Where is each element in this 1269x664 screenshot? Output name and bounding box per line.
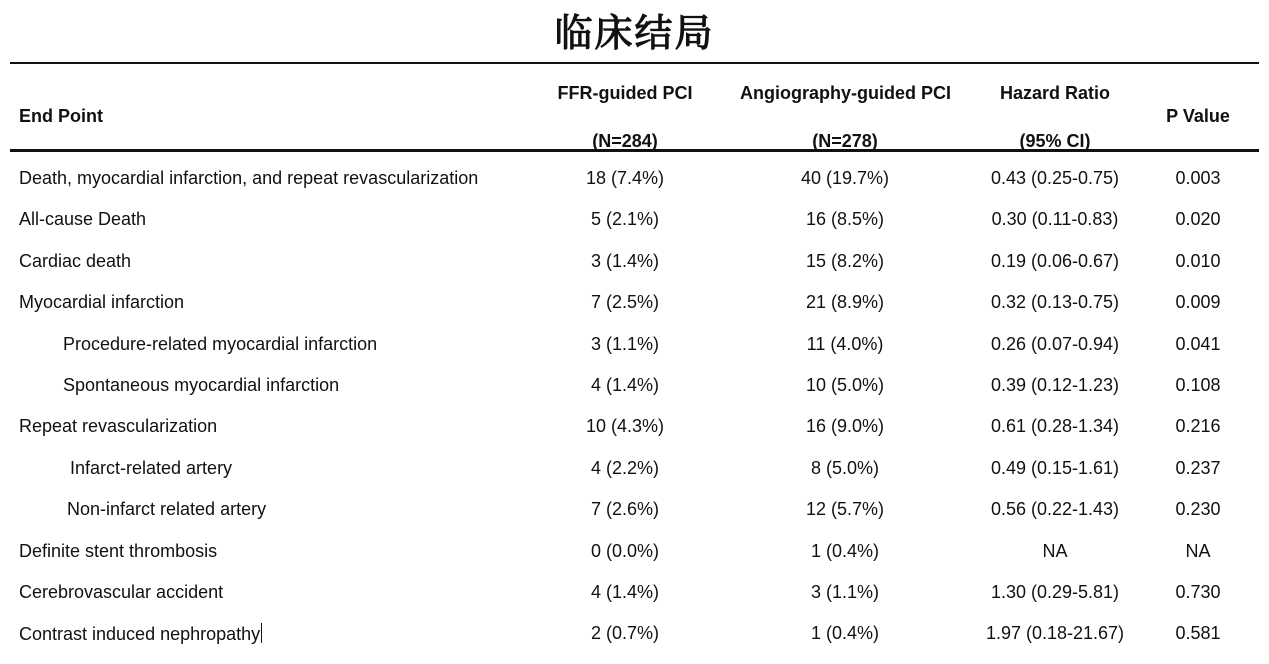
- row-angio: 8 (5.0%): [810, 457, 880, 478]
- row-label: Procedure-related myocardial infarction: [63, 333, 378, 354]
- row-label: Definite stent thrombosis: [19, 540, 218, 561]
- row-hr: 0.39 (0.12-1.23): [990, 374, 1120, 395]
- row-angio: 16 (8.5%): [805, 209, 885, 230]
- table-row: [0, 574, 1269, 615]
- table-row: [0, 160, 1269, 201]
- table-row: [0, 450, 1269, 491]
- header-ffr-line2: (N=284): [592, 131, 658, 151]
- row-label: Myocardial infarction: [19, 292, 185, 313]
- row-hr: 0.43 (0.25-0.75): [990, 168, 1120, 188]
- header-ffr-line1: FFR-guided PCI: [557, 83, 693, 103]
- row-p: 0.230: [1175, 499, 1221, 520]
- row-hr: NA: [1042, 540, 1068, 561]
- row-ffr: 7 (2.5%): [590, 292, 660, 313]
- row-angio: 16 (9.0%): [805, 416, 885, 437]
- row-hr: 0.32 (0.13-0.75): [990, 292, 1120, 313]
- row-hr: 0.61 (0.28-1.34): [990, 416, 1120, 437]
- row-label: Contrast induced nephropathy: [19, 624, 261, 645]
- header-angio-line1: Angiography-guided PCI: [740, 83, 951, 103]
- row-label: Non-infarct related artery: [67, 499, 267, 520]
- row-hr: 0.49 (0.15-1.61): [990, 457, 1120, 478]
- row-ffr: 3 (1.1%): [590, 333, 660, 354]
- row-p: 0.216: [1175, 416, 1221, 437]
- row-ffr: 7 (2.6%): [590, 499, 660, 520]
- row-label: Infarct-related artery: [70, 457, 233, 478]
- table-row: [0, 243, 1269, 284]
- row-ffr: 0 (0.0%): [590, 540, 660, 561]
- row-ffr: 4 (1.4%): [590, 581, 660, 602]
- row-angio: 40 (19.7%): [800, 168, 890, 188]
- row-p: 0.020: [1175, 209, 1221, 230]
- row-ffr: 18 (7.4%): [585, 168, 665, 188]
- row-p: 0.581: [1175, 623, 1221, 644]
- table-row: [0, 491, 1269, 532]
- row-angio: 11 (4.0%): [806, 333, 884, 354]
- row-ffr: 3 (1.4%): [590, 250, 660, 271]
- row-angio: 1 (0.4%): [810, 540, 880, 561]
- row-angio: 1 (0.4%): [810, 623, 880, 644]
- row-label: Cerebrovascular accident: [19, 581, 224, 602]
- row-hr: 0.30 (0.11-0.83): [991, 209, 1119, 230]
- table-row: [0, 201, 1269, 242]
- row-p: 0.108: [1175, 374, 1221, 395]
- table-row: [0, 615, 1269, 656]
- row-ffr: 10 (4.3%): [585, 416, 665, 437]
- page-title: 临床结局: [554, 11, 715, 55]
- row-angio: 10 (5.0%): [805, 374, 885, 395]
- header-hr-line1: Hazard Ratio: [999, 83, 1111, 103]
- row-ffr: 4 (1.4%): [590, 374, 660, 395]
- row-p: 0.730: [1175, 581, 1221, 602]
- table-row: [0, 367, 1269, 408]
- text-cursor: [261, 623, 262, 643]
- row-angio: 21 (8.9%): [805, 292, 885, 313]
- row-label: Cardiac death: [19, 250, 132, 271]
- row-hr: 1.30 (0.29-5.81): [990, 581, 1120, 602]
- row-hr: 1.97 (0.18-21.67): [985, 623, 1125, 644]
- table-top-rule: [10, 62, 1259, 64]
- row-p: 0.010: [1175, 250, 1221, 271]
- row-p: 0.009: [1175, 292, 1221, 313]
- row-p: 0.237: [1175, 457, 1221, 478]
- row-label: Spontaneous myocardial infarction: [63, 374, 340, 395]
- table-header-rule: [10, 149, 1259, 152]
- table-row: [0, 326, 1269, 367]
- header-angio-line2: (N=278): [812, 131, 878, 151]
- row-p: NA: [1185, 540, 1211, 561]
- row-hr: 0.56 (0.22-1.43): [990, 499, 1120, 520]
- row-angio: 15 (8.2%): [805, 250, 885, 271]
- row-angio: 3 (1.1%): [810, 581, 880, 602]
- row-label: All-cause Death: [19, 209, 147, 230]
- row-hr: 0.19 (0.06-0.67): [990, 250, 1120, 271]
- row-hr: 0.26 (0.07-0.94): [990, 333, 1120, 354]
- header-end-point: End Point: [19, 106, 103, 126]
- row-label: Repeat revascularization: [19, 416, 218, 437]
- row-label: Death, myocardial infarction, and repeat revascularization: [19, 168, 479, 188]
- table-row: [0, 284, 1269, 325]
- row-angio: 12 (5.7%): [805, 499, 885, 520]
- row-ffr: 4 (2.2%): [590, 457, 660, 478]
- row-ffr: 2 (0.7%): [590, 623, 660, 644]
- row-p: 0.041: [1175, 333, 1221, 354]
- table-row: [0, 408, 1269, 449]
- table-row: [0, 533, 1269, 574]
- table-body: [0, 160, 1269, 657]
- header-p-value: P Value: [1166, 106, 1230, 126]
- row-p: 0.003: [1175, 168, 1221, 188]
- header-hr-line2: (95% CI): [1019, 131, 1091, 151]
- row-ffr: 5 (2.1%): [590, 209, 660, 230]
- row-label-wrap[interactable]: [19, 623, 262, 645]
